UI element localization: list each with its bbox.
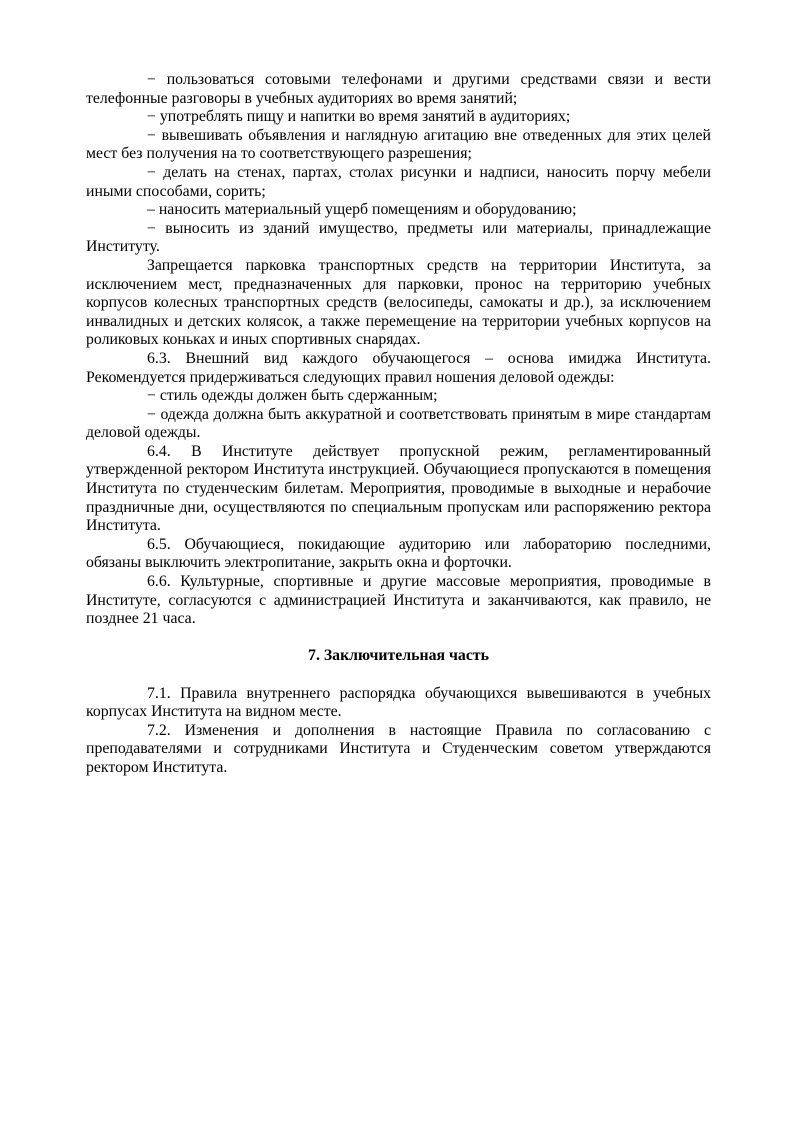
rule-item: − стиль одежды должен быть сдержанным; — [147, 387, 438, 405]
document-body — [86, 71, 711, 778]
rule-item: − одежда должна быть аккуратной и соответствовать принятым в мире стандартам деловой одежды. — [86, 405, 711, 442]
rule-item: − употреблять пищу и напитки во время занятий в аудиториях; — [147, 108, 571, 126]
body-paragraph: Запрещается парковка транспортных средств на территории Института, за исключением мест, предназначенных для парковки, пронос на территорию учебных корпусов колесных транспортных средств (велосипеды, самокаты и др.), за исключением инвалидных и детских колясок, а также перемещение на территории учебных корпусов на роликовых коньках и иных спортивных снарядах. — [86, 256, 711, 349]
body-paragraph: 6.3. Внешний вид каждого обучающегося – основа имиджа Института. Рекомендуется придерживаться следующих правил ношения деловой одежды: — [86, 349, 711, 386]
section-heading: 7. Заключительная часть — [308, 647, 489, 665]
rule-item: − выносить из зданий имущество, предметы или материалы, принадлежащие Институту. — [86, 219, 711, 256]
body-paragraph: 7.1. Правила внутреннего распорядка обучающихся вывешиваются в учебных корпусах Института на видном месте. — [86, 684, 711, 721]
body-paragraph: 6.5. Обучающиеся, покидающие аудиторию или лабораторию последними, обязаны выключить электропитание, закрыть окна и форточки. — [86, 535, 711, 572]
body-paragraph: 6.6. Культурные, спортивные и другие массовые мероприятия, проводимые в Институте, согласуются с администрацией Института и заканчиваются, как правило, не позднее 21 часа. — [86, 573, 711, 628]
rule-item: – наносить материальный ущерб помещениям и оборудованию; — [147, 201, 577, 219]
body-paragraph: 7.2. Изменения и дополнения в настоящие Правила по согласованию с преподавателями и сотрудниками Института и Студенческим советом утверждаются ректором Института. — [86, 721, 711, 776]
rule-item: − делать на стенах, партах, столах рисунки и надписи, наносить порчу мебели иными способами, сорить; — [86, 163, 711, 200]
rule-item: − вывешивать объявления и наглядную агитацию вне отведенных для этих целей мест без получения на то соответствующего разрешения; — [86, 126, 711, 163]
body-paragraph: 6.4. В Институте действует пропускной режим, регламентированный утвержденной ректором Института инструкцией. Обучающиеся пропускаются в помещения Института по студенческим билетам. Мероприятия, проводимые в выходные и нерабочие праздничные дни, осуществляются по специальным пропускам или распоряжению ректора Института. — [86, 442, 711, 535]
rule-item: − пользоваться сотовыми телефонами и другими средствами связи и вести телефонные разговоры в учебных аудиториях во время занятий; — [86, 71, 711, 107]
